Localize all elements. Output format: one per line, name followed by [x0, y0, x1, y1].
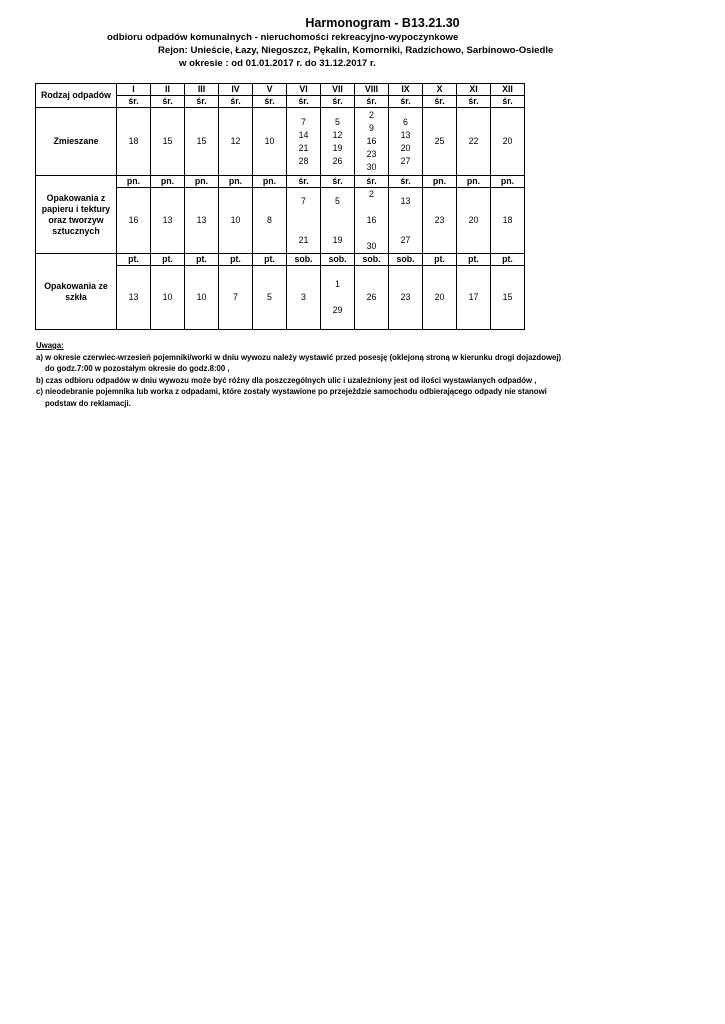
weekday-cell: pn. — [151, 176, 185, 188]
weekday-cell: pt. — [151, 254, 185, 266]
pickup-dates-cell — [389, 266, 423, 330]
pickup-date: 26 — [366, 292, 377, 302]
weekday-cell: śr. — [151, 96, 185, 108]
weekday-cell: pt. — [253, 254, 287, 266]
weekday-cell: śr. — [117, 96, 151, 108]
weekday-cell: śr. — [389, 176, 423, 188]
pickup-date: 16 — [366, 136, 377, 146]
weekday-cell: śr. — [321, 176, 355, 188]
pickup-date: 18 — [502, 215, 513, 225]
pickup-date: 13 — [128, 292, 139, 302]
weekday-cell: śr. — [355, 96, 389, 108]
pickup-dates-cell — [423, 188, 457, 254]
pickup-date: 7 — [233, 292, 238, 302]
weekday-cell: pn. — [423, 176, 457, 188]
weekday-cell: śr. — [389, 96, 423, 108]
pickup-date: 19 — [332, 142, 343, 153]
weekday-cell: sob. — [321, 254, 355, 266]
schedule-table — [35, 83, 525, 330]
pickup-dates-cell — [457, 108, 491, 176]
pickup-date: 27 — [400, 234, 411, 245]
pickup-date: 22 — [468, 136, 479, 146]
pickup-date: 12 — [230, 136, 241, 146]
weekday-header-row — [36, 254, 525, 266]
weekday-cell: pn. — [253, 176, 287, 188]
weekday-cell: śr. — [287, 176, 321, 188]
month-header: XI — [457, 84, 491, 96]
note-c-continued: podstaw do reklamacji. — [45, 398, 131, 408]
category-line: Opakowania ze — [44, 280, 108, 291]
weekday-cell: pn. — [117, 176, 151, 188]
pickup-dates-cell — [219, 188, 253, 254]
pickup-dates-cell — [355, 108, 389, 176]
category-line: sztucznych — [52, 225, 100, 236]
pickup-date: 21 — [298, 234, 309, 245]
pickup-dates-cell — [117, 108, 151, 176]
pickup-dates-cell — [151, 266, 185, 330]
pickup-dates-cell — [355, 266, 389, 330]
pickup-dates-cell — [219, 108, 253, 176]
category-line: Zmieszane — [53, 136, 99, 146]
weekday-header-row — [36, 176, 525, 188]
pickup-dates-cell — [321, 188, 355, 254]
weekday-cell: pn. — [219, 176, 253, 188]
pickup-dates-cell — [117, 188, 151, 254]
weekday-cell: pn. — [457, 176, 491, 188]
pickup-date: 16 — [128, 215, 139, 225]
weekday-cell: śr. — [491, 96, 525, 108]
month-header-row — [36, 84, 525, 96]
pickup-date: 23 — [434, 215, 445, 225]
pickup-date: 15 — [162, 136, 173, 146]
weekday-cell: sob. — [389, 254, 423, 266]
pickup-date: 25 — [434, 136, 445, 146]
pickup-dates-cell — [253, 108, 287, 176]
note-b: b) czas odbioru odpadów w dniu wywozu może być różny dla poszczególnych ulic i uzależniony jest od ilości wystawianych odpadów , — [36, 375, 537, 385]
weekday-cell: pt. — [457, 254, 491, 266]
pickup-date: 21 — [298, 142, 309, 153]
pickup-date: 20 — [502, 136, 513, 146]
pickup-date: 14 — [298, 129, 309, 140]
pickup-date: 29 — [332, 305, 343, 315]
pickup-dates-cell — [287, 188, 321, 254]
weekday-cell: pt. — [491, 254, 525, 266]
pickup-date: 26 — [332, 155, 343, 166]
weekday-cell: śr. — [423, 96, 457, 108]
pickup-date: 5 — [335, 195, 340, 206]
pickup-date: 2 — [369, 110, 374, 120]
category-line: oraz tworzyw — [48, 214, 104, 225]
weekday-cell: śr. — [321, 96, 355, 108]
pickup-date: 7 — [301, 195, 306, 206]
pickup-date: 28 — [298, 155, 309, 166]
pickup-date: 17 — [468, 292, 479, 302]
pickup-date: 30 — [366, 162, 377, 172]
notes-heading: Uwaga: — [36, 341, 64, 350]
waste-category — [36, 254, 117, 330]
pickup-dates-cell — [423, 266, 457, 330]
weekday-cell: sob. — [287, 254, 321, 266]
pickup-dates-cell — [185, 266, 219, 330]
pickup-dates-cell — [253, 266, 287, 330]
note-a: a) w okresie czerwiec-wrzesień pojemniki/worki w dniu wywozu należy wystawić przed posesję (oklejoną stroną w kierunku drogi dojazdowej) — [36, 352, 562, 362]
pickup-date: 20 — [400, 142, 411, 153]
pickup-dates-cell — [117, 266, 151, 330]
pickup-date: 18 — [128, 136, 139, 146]
month-header: IV — [219, 84, 253, 96]
pickup-dates-cell — [151, 108, 185, 176]
pickup-dates-cell — [321, 266, 355, 330]
month-header: II — [151, 84, 185, 96]
dates-row — [36, 108, 525, 176]
month-header: IX — [389, 84, 423, 96]
pickup-dates-cell — [491, 188, 525, 254]
month-header: III — [185, 84, 219, 96]
pickup-dates-cell — [389, 188, 423, 254]
pickup-date: 7 — [301, 116, 306, 127]
subtitle-line: odbioru odpadów komunalnych - nieruchomości rekreacyjno-wypoczynkowe — [107, 32, 459, 43]
pickup-date: 10 — [196, 292, 207, 302]
pickup-dates-cell — [185, 108, 219, 176]
pickup-date: 15 — [502, 292, 513, 302]
weekday-cell: pn. — [491, 176, 525, 188]
pickup-date: 10 — [230, 215, 241, 225]
month-header: VIII — [355, 84, 389, 96]
pickup-date: 10 — [264, 136, 275, 146]
category-line: Opakowania z — [46, 192, 106, 203]
pickup-date: 13 — [400, 195, 411, 206]
weekday-cell: pt. — [117, 254, 151, 266]
period-line: w okresie : od 01.01.2017 r. do 31.12.2017 r. — [179, 58, 376, 69]
weekday-cell: śr. — [253, 96, 287, 108]
pickup-date: 27 — [400, 155, 411, 166]
month-header: X — [423, 84, 457, 96]
pickup-date: 10 — [162, 292, 173, 302]
weekday-cell: śr. — [355, 176, 389, 188]
weekday-cell: śr. — [185, 96, 219, 108]
pickup-date: 20 — [434, 292, 445, 302]
pickup-dates-cell — [219, 266, 253, 330]
pickup-date: 3 — [301, 292, 306, 302]
weekday-cell: śr. — [219, 96, 253, 108]
category-line: papieru i tektury — [41, 203, 111, 214]
pickup-date: 16 — [366, 215, 377, 225]
pickup-dates-cell — [491, 266, 525, 330]
pickup-dates-cell — [321, 108, 355, 176]
pickup-dates-cell — [287, 108, 321, 176]
month-header: I — [117, 84, 151, 96]
pickup-dates-cell — [287, 266, 321, 330]
pickup-date: 2 — [369, 189, 374, 199]
pickup-date: 30 — [366, 241, 377, 251]
weekday-cell: pt. — [219, 254, 253, 266]
region-line: Rejon: Unieście, Łazy, Niegoszcz, Pękalin, Komorniki, Radzichowo, Sarbinowo-Osiedle — [158, 45, 554, 56]
pickup-date: 20 — [468, 215, 479, 225]
pickup-dates-cell — [491, 108, 525, 176]
waste-category — [36, 108, 117, 176]
pickup-date: 8 — [267, 215, 272, 225]
pickup-dates-cell — [355, 188, 389, 254]
pickup-dates-cell — [185, 188, 219, 254]
month-header: XII — [491, 84, 525, 96]
pickup-date: 23 — [400, 292, 411, 302]
weekday-cell: sob. — [355, 254, 389, 266]
pickup-date: 9 — [369, 123, 374, 133]
month-header: V — [253, 84, 287, 96]
pickup-date: 13 — [196, 215, 207, 225]
pickup-date: 1 — [335, 279, 340, 289]
pickup-dates-cell — [457, 188, 491, 254]
pickup-date: 19 — [332, 234, 343, 245]
pickup-dates-cell — [389, 108, 423, 176]
weekday-cell: pn. — [185, 176, 219, 188]
notes-section — [36, 340, 676, 409]
waste-category — [36, 176, 117, 254]
weekday-cell: pt. — [185, 254, 219, 266]
pickup-dates-cell — [423, 108, 457, 176]
pickup-dates-cell — [253, 188, 287, 254]
pickup-date: 5 — [335, 116, 340, 127]
pickup-date: 5 — [267, 292, 272, 302]
weekday-cell: śr. — [457, 96, 491, 108]
note-a-continued: do godz.7:00 w pozostałym okresie do godz.8:00 , — [45, 364, 230, 373]
month-header: VI — [287, 84, 321, 96]
month-header: VII — [321, 84, 355, 96]
pickup-date: 13 — [162, 215, 173, 225]
pickup-date: 23 — [366, 149, 377, 159]
category-line: szkła — [65, 291, 87, 302]
pickup-dates-cell — [457, 266, 491, 330]
document-title: Harmonogram - B13.21.30 — [305, 16, 460, 30]
corner-label: Rodzaj odpadów — [36, 84, 117, 108]
pickup-dates-cell — [151, 188, 185, 254]
pickup-date: 12 — [332, 129, 343, 140]
pickup-date: 6 — [403, 116, 408, 127]
note-c: c) nieodebranie pojemnika lub worka z odpadami, które zostały wystawione po przejeździe samochodu odbierającego odpady nie stanowi — [36, 387, 547, 396]
pickup-date: 13 — [400, 129, 411, 140]
weekday-cell: pt. — [423, 254, 457, 266]
pickup-date: 15 — [196, 136, 207, 146]
weekday-cell: śr. — [287, 96, 321, 108]
